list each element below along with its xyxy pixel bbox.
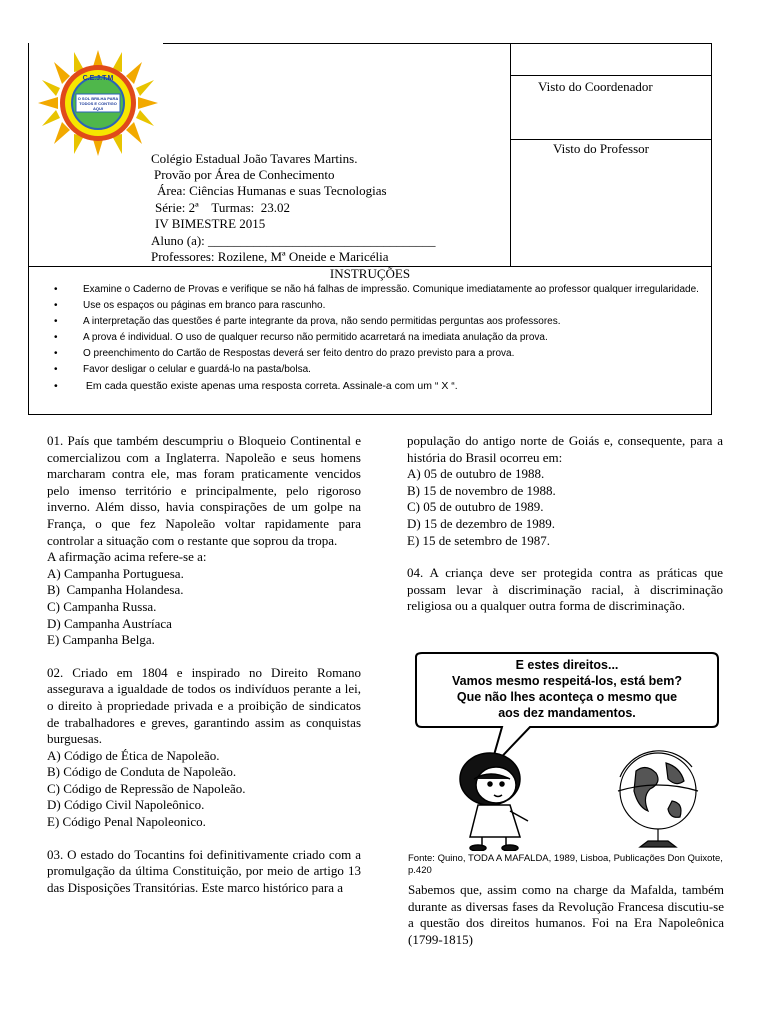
school-name: Colégio Estadual João Tavares Martins. [151,151,358,166]
professores-line: Professores: Rozilene, Mª Oneide e Maricélia [151,249,389,264]
instruction-item: • Em cada questão existe apenas uma resposta correta. Assinale-a com um “ X “. [54,380,458,392]
question-3-option-d[interactable]: D) 15 de dezembro de 1989. [407,515,556,531]
question-3-option-e[interactable]: E) 15 de setembro de 1987. [407,532,550,548]
question-3-continuation: população do antigo norte de Goiás e, consequente, para a história do Brasil ocorreu em: [407,433,723,465]
logo-text: C.E.J.T.M [82,75,114,82]
instruction-item: • A interpretação das questões é parte integrante da prova, não sendo permitidas perguntas aos professores. [54,316,561,327]
question-3-text: 03. O estado do Tocantins foi definitivamente criado com a promulgação da última Constituição, por meio de artigo 13 das Disposições Transitórias. Este marco histórico para a [47,846,361,895]
question-1-option-b[interactable]: B) Campanha Holandesa. [47,582,184,598]
question-1-option-d[interactable]: D) Campanha Austríaca [47,615,172,631]
aluno-field[interactable]: Aluno (a): ___________________________________ [151,233,436,248]
question-1-option-c[interactable]: C) Campanha Russa. [47,598,157,614]
instruction-item: • Examine o Caderno de Provas e verifique se não há falhas de impressão. Comunique imediatamente ao professor qualquer irregularidade. [54,284,699,295]
exam-title: Provão por Área de Conhecimento [154,167,335,182]
speech-line-2: Vamos mesmo respeitá-los, está bem? [452,674,682,688]
instructions-title: INSTRUÇÕES [329,266,411,281]
mafalda-cartoon [410,651,724,851]
left-column [47,433,361,896]
serie-turmas-line: Série: 2ª Turmas: 23.02 [155,200,291,215]
area-line: Área: Ciências Humanas e suas Tecnologias [157,183,387,198]
question-2-option-b[interactable]: B) Código de Conduta de Napoleão. [47,764,237,780]
question-2-option-a[interactable]: A) Código de Ética de Napoleão. [47,747,220,763]
instructions-list [52,283,706,395]
question-3-option-b[interactable]: B) 15 de novembro de 1988. [407,482,556,498]
logo-subtext: O SOL BRILHA PARA TODOS E CONTIGO AQUI [77,96,119,111]
speech-line-4: aos dez mandamentos. [498,706,636,720]
visto-professor-label: Visto do Professor [553,141,649,156]
question-3-option-a[interactable]: A) 05 de outubro de 1988. [407,466,545,482]
speech-line-3: Que não lhes aconteça o mesmo que [456,690,678,704]
question-3-option-c[interactable]: C) 05 de outubro de 1989. [407,499,544,515]
cartoon-source: Fonte: Quino, TODA A MAFALDA, 1989, Lisboa, Publicações Don Quixote, p.420 [408,853,723,876]
school-logo [36,48,160,158]
question-1-prompt: A afirmação acima refere-se a: [47,549,207,565]
visto-column-divider [510,43,511,267]
question-2-option-e[interactable]: E) Código Penal Napoleonico. [47,814,206,830]
question-2-text: 02. Criado em 1804 e inspirado no Direito Romano assegurava a igualdade de todos os indivíduos perante a lei, o direito à propriedade privada e a proibição de sindicatos de trabalhadores e greves, garantindo assim as conquistas burguesas. [47,664,361,747]
question-4-followup: Sabemos que, assim como na charge da Mafalda, também durante as diversas fases da Revolução Francesa discutiu-se a questão dos direitos humanos. Foi na Era Napoleônica (1799-1815) [408,882,724,947]
question-1-option-a[interactable]: A) Campanha Portuguesa. [47,565,184,581]
question-1-option-e[interactable]: E) Campanha Belga. [47,632,155,648]
question-2-option-c[interactable]: C) Código de Repressão de Napoleão. [47,780,246,796]
visto-divider-top [510,75,712,76]
question-2-option-d[interactable]: D) Código Civil Napoleônico. [47,797,205,813]
globe-icon [618,751,698,847]
question-4-text: 04. A criança deve ser protegida contra as práticas que possam levar à discriminação racial, à discriminação religiosa ou a qualquer outra forma de discriminação. [407,565,723,614]
right-column [407,433,723,615]
instruction-item: • Favor desligar o celular e guardá-lo na pasta/bolsa. [54,364,311,375]
mafalda-figure [460,753,528,851]
instruction-item: • A prova é individual. O uso de qualquer recurso não permitido acarretará na imediata anulação da prova. [54,332,548,343]
bimestre-line: IV BIMESTRE 2015 [155,216,266,231]
question-4-followup-block [408,882,724,948]
question-1-text: 01. País que também descumpriu o Bloqueio Continental e comercializou com a Inglaterra. Napoleão e seus homens marcharam contra ele, mas foram praticamente vencidos pelo imenso território e principalmente, pelo rigoroso inverno. Além disso, havia conspirações de um golpe na França, o que fez Napoleão voltar rapidamente para controlar a situação com o restante que soprou da tropa. [47,433,361,548]
header-top-border [163,43,712,44]
speech-line-1: E estes direitos... [515,658,619,672]
instruction-item: • O preenchimento do Cartão de Respostas deverá ser feito dentro do prazo previsto para a prova. [54,348,515,359]
visto-divider-middle [510,139,712,140]
visto-coordenador-label: Visto do Coordenador [538,79,653,94]
instruction-item: • Use os espaços ou páginas em branco para rascunho. [54,300,326,311]
